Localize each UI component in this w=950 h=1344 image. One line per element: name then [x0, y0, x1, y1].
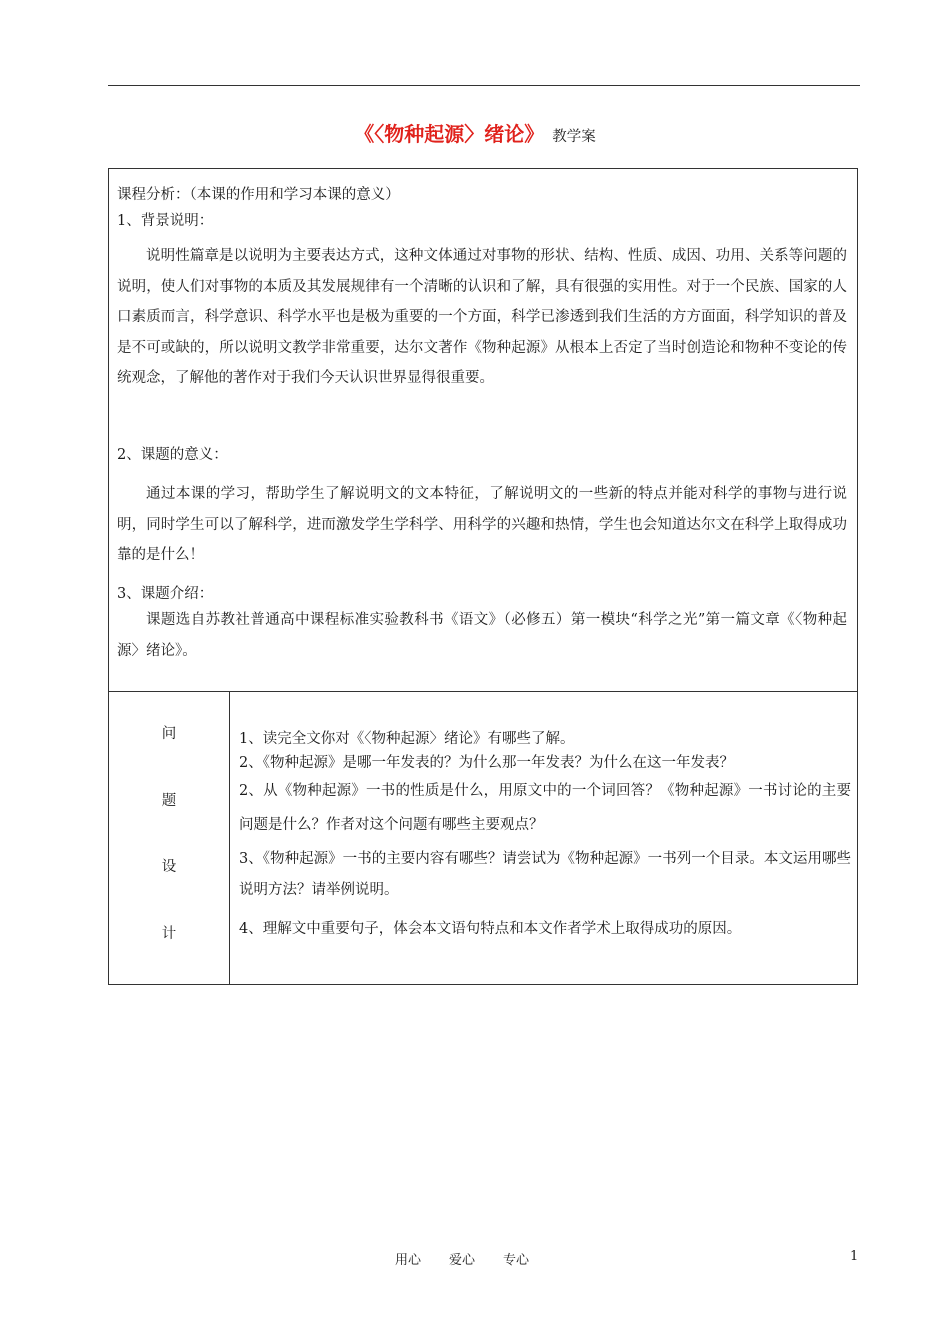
- label-char: 题: [161, 793, 177, 809]
- motto-word: 专心: [503, 1253, 530, 1268]
- title-main: 《〈物种起源〉绪论》: [354, 122, 545, 146]
- section3-text: 课题选自苏教社普通高中课程标准实验教科书《语文》（必修五）第一模块“科学之光”第一篇文章《〈物种起源〉绪论》。: [117, 612, 847, 659]
- question-item: 1、读完全文你对《〈物种起源〉绪论》有哪些了解。: [239, 731, 575, 747]
- section3-heading: 3、课题介绍：: [117, 586, 214, 602]
- label-char: 计: [161, 926, 177, 942]
- motto-word: 用心: [395, 1253, 422, 1268]
- question-item: 2、从《物种起源》一书的性质是什么，用原文中的一个词回答？《物种起源》一书讨论的主要问题是什么？作者对这个问题有哪些主要观点？: [239, 783, 851, 833]
- motto-word: 爱心: [449, 1253, 476, 1268]
- header-rule: [108, 85, 860, 86]
- course-analysis-box: [108, 168, 858, 692]
- footer-motto: [395, 1249, 557, 1268]
- label-char: 设: [161, 859, 177, 875]
- question-design-box: [108, 691, 858, 985]
- section2-text: 通过本课的学习，帮助学生了解说明文的文本特征，了解说明文的一些新的特点并能对科学的事物与进行说明，同时学生可以了解科学，进而激发学生学科学、用科学的兴趣和热情，学生也会知道达尔文在科学上取得成功靠的是什么！: [117, 486, 847, 563]
- label-char: 问: [161, 726, 177, 742]
- analysis-heading: 课程分析：（本课的作用和学习本课的意义）: [117, 187, 400, 203]
- section1-text: 说明性篇章是以说明为主要表达方式，这种文体通过对事物的形状、结构、性质、成因、功用、关系等问题的说明，使人们对事物的本质及其发展规律有一个清晰的认识和了解，具有很强的实用性。对于一个民族、国家的人口素质而言，科学意识、科学水平也是极为重要的一个方面，科学已渗透到我们生活的方方面面，科学知识的普及是不可或缺的，所以说明文教学非常重要，达尔文著作《物种起源》从根本上否定了当时创造论和物种不变论的传统观念，了解他的著作对于我们今天认识世界显得很重要。: [117, 248, 847, 386]
- page-number: 1: [850, 1249, 859, 1264]
- section2-heading: 2、课题的意义：: [117, 447, 228, 463]
- question-item: 3、《物种起源》一书的主要内容有哪些？请尝试为《物种起源》一书列一个目录。本文运用哪些说明方法？请举例说明。: [239, 851, 851, 898]
- section1-heading: 1、背景说明：: [117, 213, 214, 229]
- question-item: 4、理解文中重要句子，体会本文语句特点和本文作者学术上取得成功的原因。: [239, 921, 742, 937]
- column-divider: [229, 692, 230, 984]
- question-item: 2、《物种起源》是哪一年发表的？为什么那一年发表？为什么在这一年发表？: [239, 755, 734, 771]
- document-title: [0, 118, 950, 147]
- title-sub: 教学案: [552, 129, 596, 145]
